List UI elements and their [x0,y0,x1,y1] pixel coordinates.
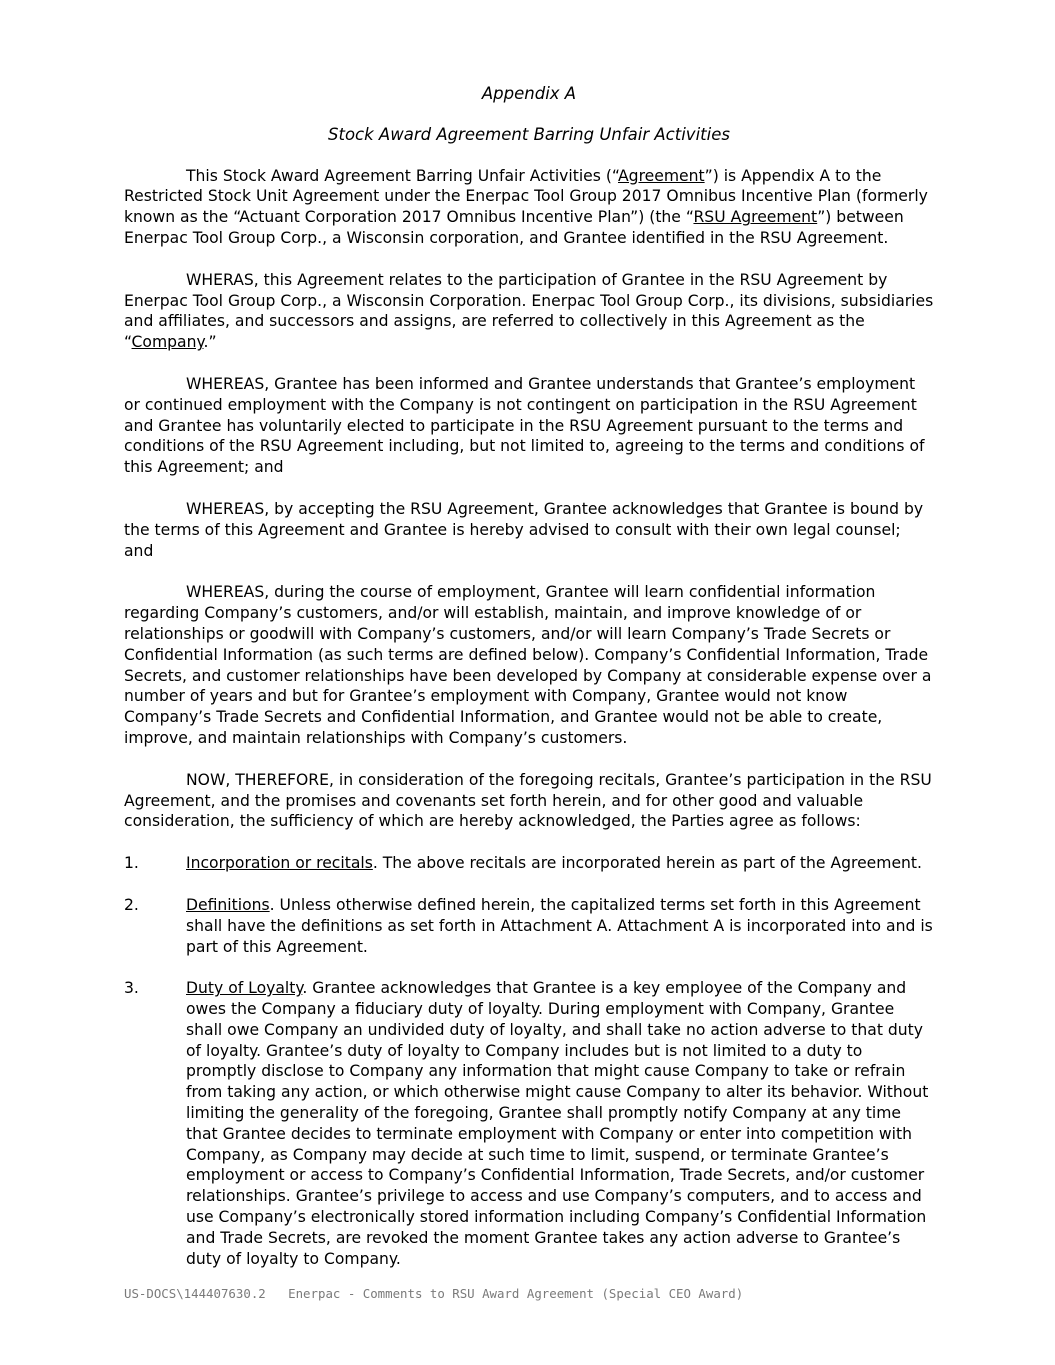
page-subtitle: Stock Award Agreement Barring Unfair Activities [328,124,730,144]
page-footer [124,1286,743,1301]
intro-paragraph-5: WHEREAS, during the course of employment, Grantee will learn confidential information regarding Company’s customers, and/or will establish, maintain, and improve knowledge of or relationships or goodwill with Company’s customers, and/or will learn Company’s Trade Secrets or Confidential Information (as such terms are defined below). Company’s Confidential Information, Trade Secrets, and customer relationships have been developed by Company at considerable expense over a number of years and but for Grantee’s employment with Company, Grantee would not know Company’s Trade Secrets and Confidential Information, and Grantee would not be able to create, improve, and maintain relationships with Company’s customers. [124,583,932,747]
section-text: . The above recitals are incorporated herein as part of the Agreement. [372,854,923,873]
document-page [124,84,934,1290]
intro-paragraph-4: WHEREAS, by accepting the RSU Agreement, Grantee acknowledges that Grantee is bound by the terms of this Agreement and Grantee is hereby advised to consult with their own legal counsel; and [124,499,924,560]
section-item [124,853,934,874]
text-run: ”) between Enerpac Tool Group Corp., a Wisconsin corporation, and Grantee identified in the RSU Agreement. [124,208,904,247]
defined-term-rsu-agreement: RSU Agreement [693,208,818,227]
section-text: . Grantee acknowledges that Grantee is a key employee of the Company and owes the Company a fiduciary duty of loyalty. During employment with Company, Grantee shall owe Company an undivided duty of loyalty, and shall take no action adverse to that duty of loyalty. Grantee’s duty of loyalty to Company includes but is not limited to a duty to promptly disclose to Company any information that might cause Company to take or refrain from taking any action, or which otherwise might cause Company to alter its behavior. Without limiting the generality of the foregoing, Grantee shall promptly notify Company at any time that Grantee decides to terminate employment with Company or enter into competition with Company, as Company may decide at such time to limit, suspend, or terminate Grantee’s employment or access to Company’s Confidential Information, Trade Secrets, and/or customer relationships. Grantee’s privilege to access and use Company’s computers, and to access and use Company’s electronically stored information including Company’s Confidential Information and Trade Secrets, are revoked the moment Grantee takes any action adverse to Grantee’s duty of loyalty to Company. [186,979,929,1268]
section-heading: Duty of Loyalty [186,979,303,998]
intro-paragraph-6: NOW, THEREFORE, in consideration of the foregoing recitals, Grantee’s participation in the RSU Agreement, and the promises and covenants set forth herein, and for other good and valuable consideration, the sufficiency of which are hereby acknowledged, the Parties agree as follows: [124,770,932,831]
section-item [124,978,934,1269]
defined-term-agreement: Agreement [618,166,705,185]
section-number: 3. [124,979,139,998]
intro-paragraph-2 [124,270,934,353]
intro-paragraph-1 [124,166,934,249]
section-text: . Unless otherwise defined herein, the capitalized terms set forth in this Agreement shall have the definitions as set forth in Attachment A. Attachment A is incorporated into and is part of this Agreement. [186,895,933,956]
footer-description: Enerpac - Comments to RSU Award Agreement (Special CEO Award) [288,1286,744,1301]
page-title: Appendix A [481,84,577,103]
text-run: This Stock Award Agreement Barring Unfair Activities (“ [186,166,618,185]
section-heading: Incorporation or recitals [186,854,373,873]
section-number: 2. [124,895,139,914]
section-heading: Definitions [186,895,270,914]
text-run: .” [203,333,217,352]
defined-term-company: Company [131,333,204,352]
footer-doc-id: US-DOCS\144407630.2 [124,1286,266,1301]
text-run: WHERAS, this Agreement relates to the participation of Grantee in the RSU Agreement by Enerpac Tool Group Corp., a Wisconsin Corporation. Enerpac Tool Group Corp., its divisions, subsidiaries and affiliates, and successors and assigns, are referred to collectively in this Agreement as the “ [124,270,934,352]
section-item [124,895,934,957]
intro-paragraph-3: WHEREAS, Grantee has been informed and Grantee understands that Grantee’s employment or continued employment with the Company is not contingent on participation in the RSU Agreement and Grantee has voluntarily elected to participate in the RSU Agreement pursuant to the terms and conditions of the RSU Agreement including, but not limited to, agreeing to the terms and conditions of this Agreement; and [124,374,925,477]
section-number: 1. [124,854,139,873]
text-run: ”) is Appendix A to the Restricted Stock Unit Agreement under the Enerpac Tool Group 2017 Omnibus Incentive Plan (formerly known as the “Actuant Corporation 2017 Omnibus Incentive Plan”) (the “ [124,166,928,227]
